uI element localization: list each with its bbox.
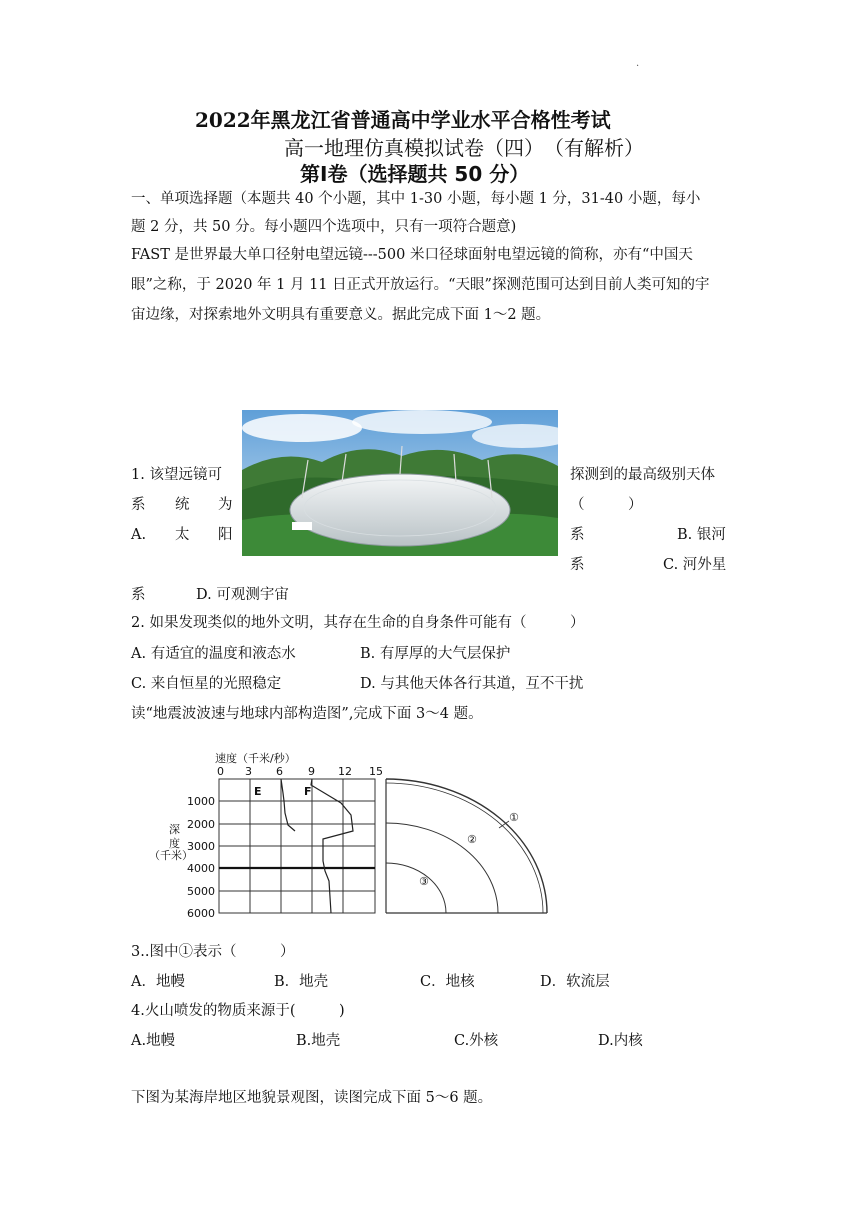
page-mark: . (636, 58, 640, 69)
q3-option-d: D．软流层 (540, 974, 610, 990)
q1-left-char: 为 (218, 497, 233, 513)
layer-3-label: ③ (419, 875, 429, 888)
q4-option-b: B.地壳 (296, 1033, 341, 1049)
instructions-line-1: 一、单项选择题（本题共 40 个小题，其中 1-30 小题，每小题 1 分，31-40 小题，每小 (131, 191, 701, 207)
q1-option-d: D. 可观测宇宙 (196, 587, 289, 603)
q4-option-d: D.内核 (598, 1033, 643, 1049)
layer-2-label: ② (467, 833, 477, 846)
q1-stem-right: 探测到的最高级别天体 (570, 467, 715, 483)
passage2: 读“地震波波速与地球内部构造图”,完成下面 3～4 题。 (131, 706, 483, 722)
x-tick-label: 3 (245, 765, 252, 778)
q2-option-a: A. 有适宜的温度和液态水 (131, 646, 296, 662)
instructions-line-2: 题 2 分，共 50 分。每小题四个选项中，只有一项符合题意) (131, 219, 517, 235)
q1-option-a-text: 阳 (218, 527, 233, 543)
passage1-line-2: 眼”之称，于 2020 年 1 月 11 日正式开放运行。“天眼”探测范围可达到目前人类可知的宇 (131, 277, 710, 293)
diagram-axis-title: 速度（千米/秒） (215, 752, 296, 765)
x-tick-label: 12 (338, 765, 352, 778)
y-axis-label: 度 (169, 837, 180, 850)
q2-stem: 2. 如果发现类似的地外文明，其存在生命的自身条件可能有（ ） (131, 615, 585, 631)
y-tick-label: 6000 (187, 907, 215, 920)
q1-option-c-tail: 系 (131, 587, 146, 603)
q2-option-d: D. 与其他天体各行其道，互不干扰 (360, 676, 584, 692)
y-tick-label: 3000 (187, 840, 215, 853)
q4-stem: 4.火山喷发的物质来源于( ) (131, 1003, 345, 1019)
fast-telescope-photo (242, 410, 558, 556)
x-tick-label: 0 (217, 765, 224, 778)
passage1-line-3: 宙边缘，对探索地外文明具有重要意义。据此完成下面 1～2 题。 (131, 307, 551, 323)
q4-option-a: A.地幔 (131, 1033, 176, 1049)
x-tick-label: 6 (276, 765, 283, 778)
q1-option-a-text: 太 (175, 527, 190, 543)
x-tick-label: 15 (369, 765, 383, 778)
q1-option-b: B. 银河 (677, 527, 726, 543)
passage3: 下图为某海岸地区地貌景观图，读图完成下面 5～6 题。 (131, 1090, 493, 1106)
y-tick-label: 1000 (187, 795, 215, 808)
x-tick-label: 9 (308, 765, 315, 778)
earth-section (386, 779, 547, 913)
q1-left-char: 系 (131, 497, 146, 513)
q3-option-a: A．地幔 (131, 974, 185, 990)
diagram-grid (219, 779, 375, 913)
y-tick-label: 4000 (187, 862, 215, 875)
q2-option-c: C. 来自恒星的光照稳定 (131, 676, 282, 692)
seismic-wave-diagram (149, 752, 555, 921)
exam-title: 2022年黑龙江省普通高中学业水平合格性考试 (195, 108, 611, 132)
y-axis-label: 深 (169, 823, 180, 836)
q3-option-b: B．地壳 (274, 974, 329, 990)
q4-option-c: C.外核 (454, 1033, 499, 1049)
curve-e-label: E (254, 785, 262, 798)
passage1-line-1: FAST 是世界最大单口径射电望远镜---500 米口径球面射电望远镜的简称，亦有“中国天 (131, 247, 693, 263)
section-title: 第Ⅰ卷（选择题共 50 分） (300, 162, 530, 186)
q1-option-a-tail: 系 (570, 527, 585, 543)
y-tick-label: 5000 (187, 885, 215, 898)
y-axis-label: （千米） (149, 849, 193, 862)
q2-option-b: B. 有厚厚的大气层保护 (360, 646, 511, 662)
curve-e (281, 779, 295, 831)
q3-option-c: C．地核 (420, 974, 475, 990)
y-tick-label: 2000 (187, 818, 215, 831)
q1-left-char: 统 (175, 497, 190, 513)
q3-stem: 3..图中①表示（ ） (131, 944, 295, 960)
curve-f-label: F (304, 785, 312, 798)
q1-answer-blank: （ ） (570, 497, 643, 513)
q1-option-a-label: A. (131, 527, 147, 543)
layer-1-label: ① (509, 811, 519, 824)
q1-option-c: C. 河外星 (663, 557, 727, 573)
q1-option-b-tail: 系 (570, 557, 585, 573)
exam-subtitle: 高一地理仿真模拟试卷（四） （有解析） (284, 136, 644, 160)
q1-stem-left: 1. 该望远镜可 (131, 467, 222, 483)
